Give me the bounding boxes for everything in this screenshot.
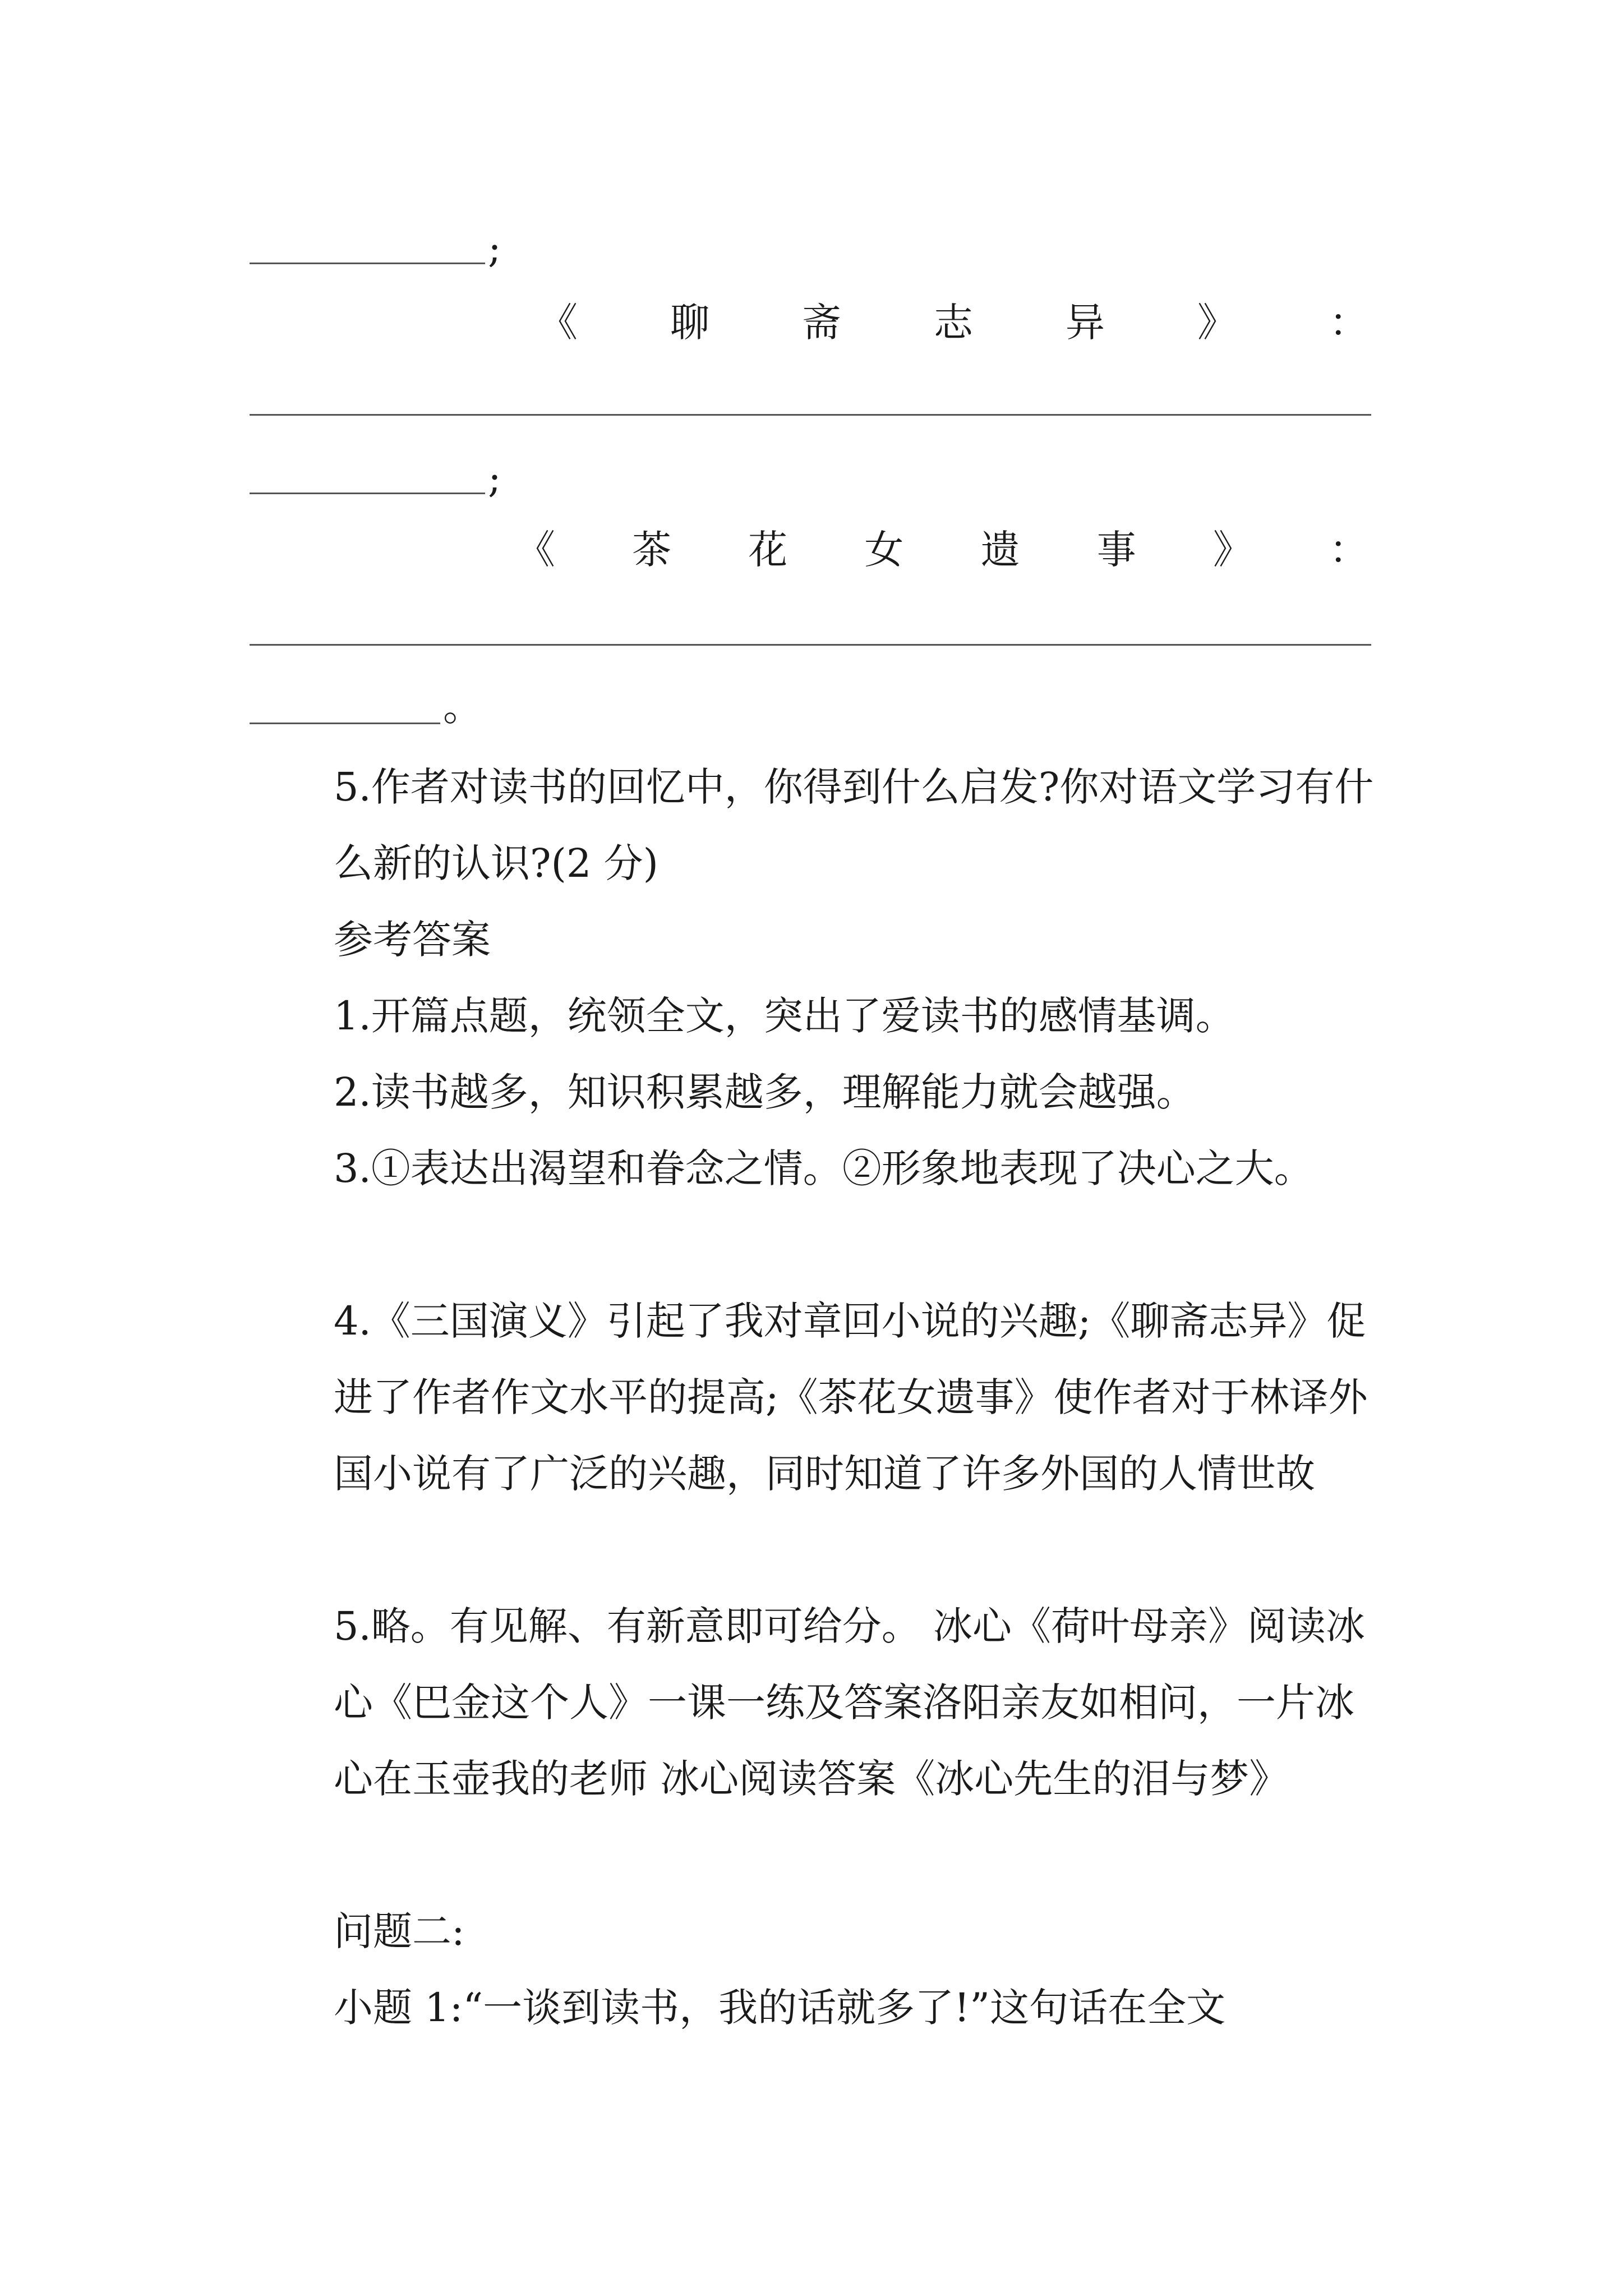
title-char: 女	[864, 527, 904, 573]
answer-1: 1.开篇点题，统领全文，突出了爱读书的感情基调。	[334, 993, 1235, 1039]
title-char: 事	[1096, 527, 1136, 573]
semicolon: ;	[488, 226, 501, 272]
semicolon: ;	[488, 455, 501, 501]
title-char: 》	[1212, 527, 1252, 573]
problem-2-question-1: 小题 1:“一谈到读书，我的话就多了!”这句话在全文	[334, 1985, 1226, 2031]
title-char: 志	[934, 300, 973, 346]
answer-blank-line[interactable]	[250, 263, 485, 264]
answer-blank-line[interactable]	[250, 493, 485, 494]
book-title-chahuanv	[516, 527, 1368, 573]
title-char: 聊	[670, 300, 709, 346]
title-char: 《	[538, 300, 578, 346]
title-char: 遗	[980, 527, 1020, 573]
title-char: 茶	[632, 527, 672, 573]
answer-3: 3.①表达出渴望和眷念之情。②形象地表现了决心之大。	[334, 1145, 1313, 1191]
title-char: ：	[1329, 527, 1368, 573]
title-char: 《	[516, 527, 555, 573]
title-char: ：	[1329, 300, 1368, 346]
answer-2: 2.读书越多，知识积累越多，理解能力就会越强。	[334, 1069, 1196, 1115]
book-title-liaozhai	[538, 300, 1368, 346]
answer-blank-line[interactable]	[250, 414, 1371, 416]
answers-heading: 参考答案	[334, 917, 491, 963]
title-char: 异	[1066, 300, 1105, 346]
answer-5: 5.略。有见解、有新意即可给分。 冰心《荷叶母亲》阅读冰心《巴金这个人》一课一练及答案洛阳亲友如相问，一片冰心在玉壶我的老师 冰心阅读答案《冰心先生的泪与梦》	[334, 1603, 1366, 1802]
answer-blank-line[interactable]	[250, 723, 440, 724]
title-char: 斋	[802, 300, 841, 346]
title-char: 》	[1197, 300, 1237, 346]
answer-blank-line[interactable]	[250, 644, 1371, 646]
problem-2-heading: 问题二:	[334, 1908, 465, 1954]
question-5: 5.作者对读书的回忆中，你得到什么启发?你对语文学习有什么新的认识?(2 分)	[334, 764, 1374, 886]
answer-4: 4.《三国演义》引起了我对章回小说的兴趣;《聊斋志异》促进了作者作文水平的提高;《茶花女遗事》使作者对于林译外国小说有了广泛的兴趣，同时知道了许多外国的人情世故	[334, 1298, 1368, 1497]
period: 。	[443, 684, 482, 730]
title-char: 花	[748, 527, 788, 573]
